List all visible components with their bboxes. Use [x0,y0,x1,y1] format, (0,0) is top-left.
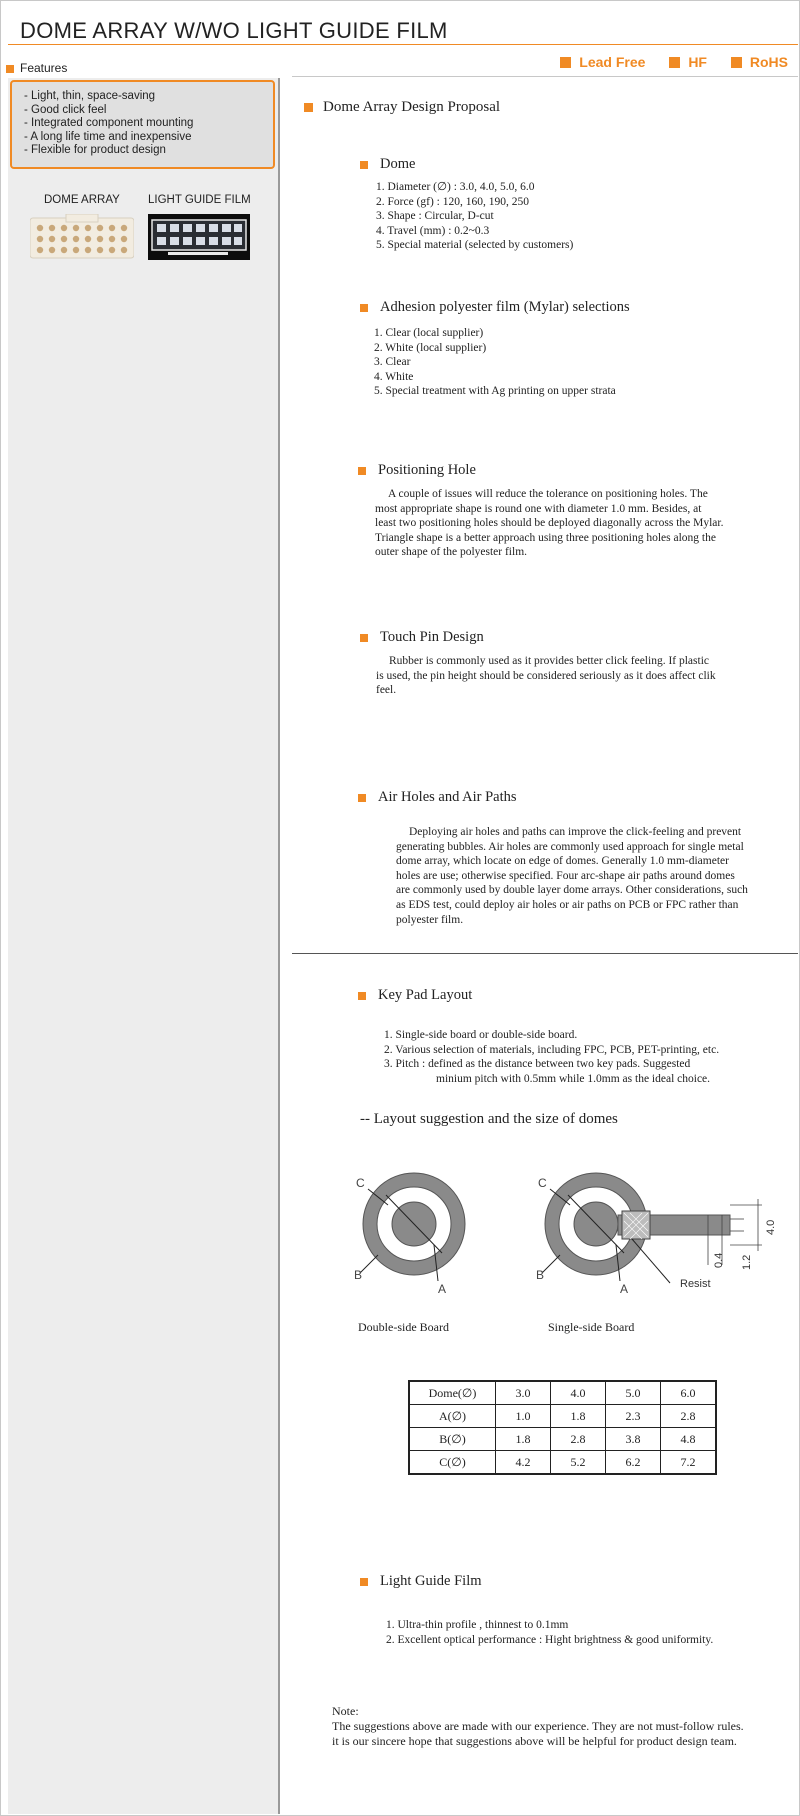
list-item: 3. Pitch : defined as the distance between two key pads. Suggested [384,1058,691,1071]
touchpin-heading [360,629,484,646]
note-line: The suggestions above are made with our experience. They are not must-follow rules. [332,1719,744,1733]
lgf-list [386,1618,713,1647]
label-a: A [438,1282,447,1295]
dome-array-image[interactable] [30,214,134,260]
touchpin-paragraph: Rubber is commonly used as it provides better click feeling. If plastic is used, the pin height should be considered seriously as it does affect clik feel. [376,655,716,697]
single-side-caption: Single-side Board [548,1320,635,1334]
table-cell: 1.0 [496,1405,551,1428]
table-cell: 5.0 [606,1381,661,1405]
label-c: C [356,1176,365,1190]
feature-item: - Integrated component mounting [24,117,194,129]
table-cell: 1.8 [496,1428,551,1451]
square-bullet-icon [360,1578,368,1586]
features-label [6,61,67,75]
positioning-heading [358,462,476,479]
label-a: A [620,1282,629,1295]
mylar-heading [360,299,630,316]
table-cell: 2.8 [661,1405,717,1428]
badge-hf [669,54,707,70]
dome-spec-list [376,180,573,253]
badge-lead-free [560,54,645,70]
list-item: 4. Travel (mm) : 0.2~0.3 [376,224,490,237]
section-heading [304,99,500,116]
light-guide-film-image[interactable] [148,214,250,260]
keypad-heading-text: Key Pad Layout [378,987,473,1003]
title-underline [8,44,798,45]
table-cell: 3.0 [496,1381,551,1405]
table-row [409,1381,716,1405]
list-item: 2. Excellent optical performance : Hight brightness & good uniformity. [386,1633,714,1646]
table-cell: 7.2 [661,1451,717,1475]
label-b: B [536,1268,545,1282]
double-side-board-diagram [350,1155,480,1295]
badge-label: Lead Free [579,54,646,70]
list-item: 2. Force (gf) : 120, 160, 190, 250 [376,195,529,208]
list-item: 5. Special treatment with Ag printing on upper strata [374,385,616,398]
features-box [10,80,275,169]
airholes-paragraph: Deploying air holes and paths can improve the click-feeling and prevent generating bubbles. Air holes are commonly used approach for single metal dome array, which locate on edge of domes. Generally 1.0 mm-diameter holes are use; otherwise specified. Four arc-shape air paths around domes are commonly used by double layer dome arrays. Other considerations, such as EDS test, could deploy air holes or air paths on PCB or FPC rather than polyester film. [396,826,748,926]
feature-item: - Good click feel [24,103,107,116]
feature-item: - Light, thin, space-saving [24,90,156,102]
certification-badges [540,54,788,70]
table-cell: 3.8 [606,1428,661,1451]
square-bullet-icon [358,992,366,1000]
airholes-heading [358,789,517,806]
table-cell: 2.3 [606,1405,661,1428]
keypad-list [384,1028,719,1086]
square-bullet-icon [360,161,368,169]
double-side-caption: Double-side Board [358,1320,449,1334]
dome-heading-text: Dome [380,156,416,172]
table-cell: B(∅) [409,1428,496,1451]
square-bullet-icon [358,794,366,802]
square-bullet-icon [360,304,368,312]
list-item: 2. Various selection of materials, including FPC, PCB, PET-printing, etc. [384,1043,720,1056]
thumb-dome-array-label: DOME ARRAY [44,194,120,206]
table-cell: 2.8 [551,1428,606,1451]
list-item: 1. Single-side board or double-side board. [384,1029,578,1041]
square-bullet-icon [6,65,14,73]
thumb-light-guide-film-label: LIGHT GUIDE FILM [148,194,251,206]
mylar-heading-text: Adhesion polyester film (Mylar) selections [380,299,630,315]
dim-1-2: 1.2 [741,1254,753,1270]
dim-4-0: 4.0 [765,1219,777,1235]
resist-label: Resist [680,1278,711,1290]
table-row [409,1428,716,1451]
table-cell: C(∅) [409,1451,496,1475]
list-item: 2. White (local supplier) [374,341,487,354]
section-heading-text: Dome Array Design Proposal [323,99,501,115]
table-cell: A(∅) [409,1405,496,1428]
layout-suggestion-heading: -- Layout suggestion and the size of domes [360,1111,618,1127]
label-b: B [354,1268,363,1282]
table-cell: 6.2 [606,1451,661,1475]
lgf-heading-text: Light Guide Film [380,1573,482,1589]
list-item-continuation: minium pitch with 0.5mm while 1.0mm as the ideal choice. [436,1072,711,1085]
table-cell: 6.0 [661,1381,717,1405]
positioning-paragraph: A couple of issues will reduce the tolerance on positioning holes. The most appropriate shape is round one with diameter 1.0 mm. Besides, at least two positioning holes should be deployed diagonally across the Mylar. Triangle shape is a better approach using three positioning holes along the outer shape of the polyester film. [375,488,724,559]
table-cell: 4.0 [551,1381,606,1405]
table-row [409,1451,716,1475]
airholes-heading-text: Air Holes and Air Paths [378,789,517,805]
square-bullet-icon [358,467,366,475]
table-row [409,1405,716,1428]
feature-item: - A long life time and inexpensive [24,130,192,143]
table-cell: Dome(∅) [409,1381,496,1405]
dim-0-4: 0.4 [713,1252,725,1268]
note-block [332,1704,744,1749]
keypad-heading [358,987,472,1004]
badge-label: RoHS [749,54,788,70]
list-item: 3. Shape : Circular, D-cut [376,210,494,223]
page-title: DOME ARRAY W/WO LIGHT GUIDE FILM [20,18,448,43]
table-cell: 1.8 [551,1405,606,1428]
feature-item: - Flexible for product design [24,144,166,156]
list-item: 1. Diameter (∅) : 3.0, 4.0, 5.0, 6.0 [376,181,535,193]
positioning-heading-text: Positioning Hole [378,462,476,478]
badge-rohs [731,54,788,70]
list-item: 1. Clear (local supplier) [374,327,484,339]
touchpin-heading-text: Touch Pin Design [380,629,484,645]
square-bullet-icon [731,57,742,68]
list-item: 4. White [374,370,414,383]
label-c: C [538,1176,547,1190]
square-bullet-icon [304,103,313,112]
dome-heading [360,156,415,173]
list-item: 3. Clear [374,356,411,369]
list-item: 1. Ultra-thin profile , thinnest to 0.1mm [386,1619,569,1631]
lgf-heading [360,1573,482,1590]
square-bullet-icon [560,57,571,68]
section-divider [292,953,798,954]
mylar-list [374,326,616,399]
single-side-board-diagram [532,1155,792,1295]
sidebar [8,78,280,1814]
square-bullet-icon [360,634,368,642]
note-label: Note: [332,1704,359,1718]
list-item: 5. Special material (selected by customers) [376,239,574,252]
table-cell: 4.8 [661,1428,717,1451]
square-bullet-icon [669,57,680,68]
table-cell: 5.2 [551,1451,606,1475]
dome-size-table [408,1380,717,1475]
features-label-text: Features [20,61,68,75]
main-top-rule [292,76,798,77]
badge-label: HF [688,54,707,70]
table-cell: 4.2 [496,1451,551,1475]
note-line: it is our sincere hope that suggestions above will be helpful for product design team. [332,1734,737,1748]
